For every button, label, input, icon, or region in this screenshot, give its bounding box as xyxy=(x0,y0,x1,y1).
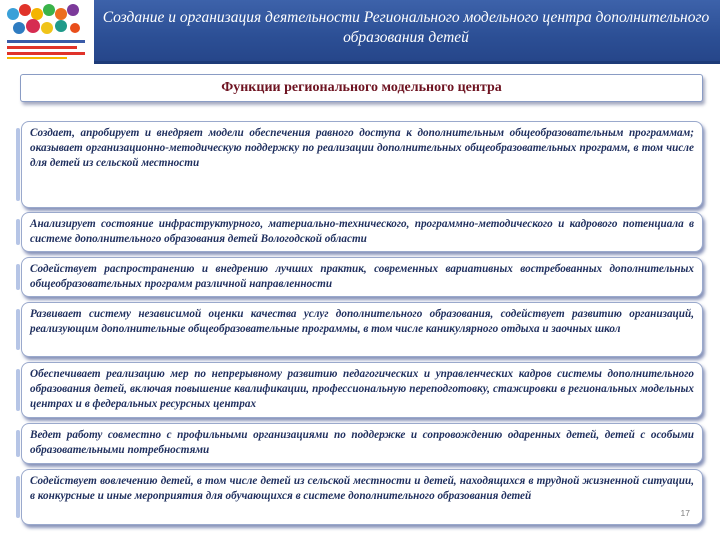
function-card-1 xyxy=(21,121,703,208)
function-text: Анализирует состояние инфраструктурного, материально-технического, программно-методического и кадрового потенциала в системе дополнительного образования детей Вологодской области xyxy=(30,218,694,245)
function-text: Обеспечивает реализацию мер по непрерывному развитию педагогических и управленческих кадров системы дополнительного образования детей, включая повышение квалификации, профессиональную переподготовку, стажировки в региональных модельных центрах и в федеральных ресурсных центрах xyxy=(30,368,694,410)
logo xyxy=(0,0,94,64)
function-text: Развивает систему независимой оценки качества услуг дополнительного образования, содействует развитию организаций, реализующим дополнительные общеобразовательные программы, в том числе каникулярного отдыха и заочных школ xyxy=(30,308,694,335)
function-card-2 xyxy=(21,212,703,252)
function-text: Содействует вовлечению детей, в том числе детей из сельской местности и детей, находящихся в трудной жизненной ситуации, в конкурсные и иные мероприятия для обучающихся в системе дополнительного образования детей xyxy=(30,475,694,502)
function-card-7 xyxy=(21,469,703,525)
function-card-6 xyxy=(21,423,703,464)
function-text: Создает, апробирует и внедряет модели обеспечения равного доступа к дополнительным общеобразовательным программам; оказывает организационно-методическую поддержку по реализации дополнительных общеобразовательных программ, в том числе для детей из сельской местности xyxy=(30,127,694,169)
function-card-5 xyxy=(21,362,703,418)
function-text: Содействует распространению и внедрению лучших практик, современных вариативных востребованных дополнительных общеобразовательных программ различной направленности xyxy=(30,263,694,290)
logo-emblem-icon xyxy=(3,2,91,62)
page-title: Создание и организация деятельности Регионального модельного центра дополнительного образования детей xyxy=(102,9,710,46)
slide-header xyxy=(0,0,720,64)
function-card-4 xyxy=(21,302,703,357)
function-text: Ведет работу совместно с профильными организациями по поддержке и сопровождению одаренных детей, детей с особыми образовательными потребностями xyxy=(30,429,694,456)
function-card-3 xyxy=(21,257,703,297)
page-number: 17 xyxy=(680,508,690,518)
section-title: Функции регионального модельного центра xyxy=(20,74,703,102)
